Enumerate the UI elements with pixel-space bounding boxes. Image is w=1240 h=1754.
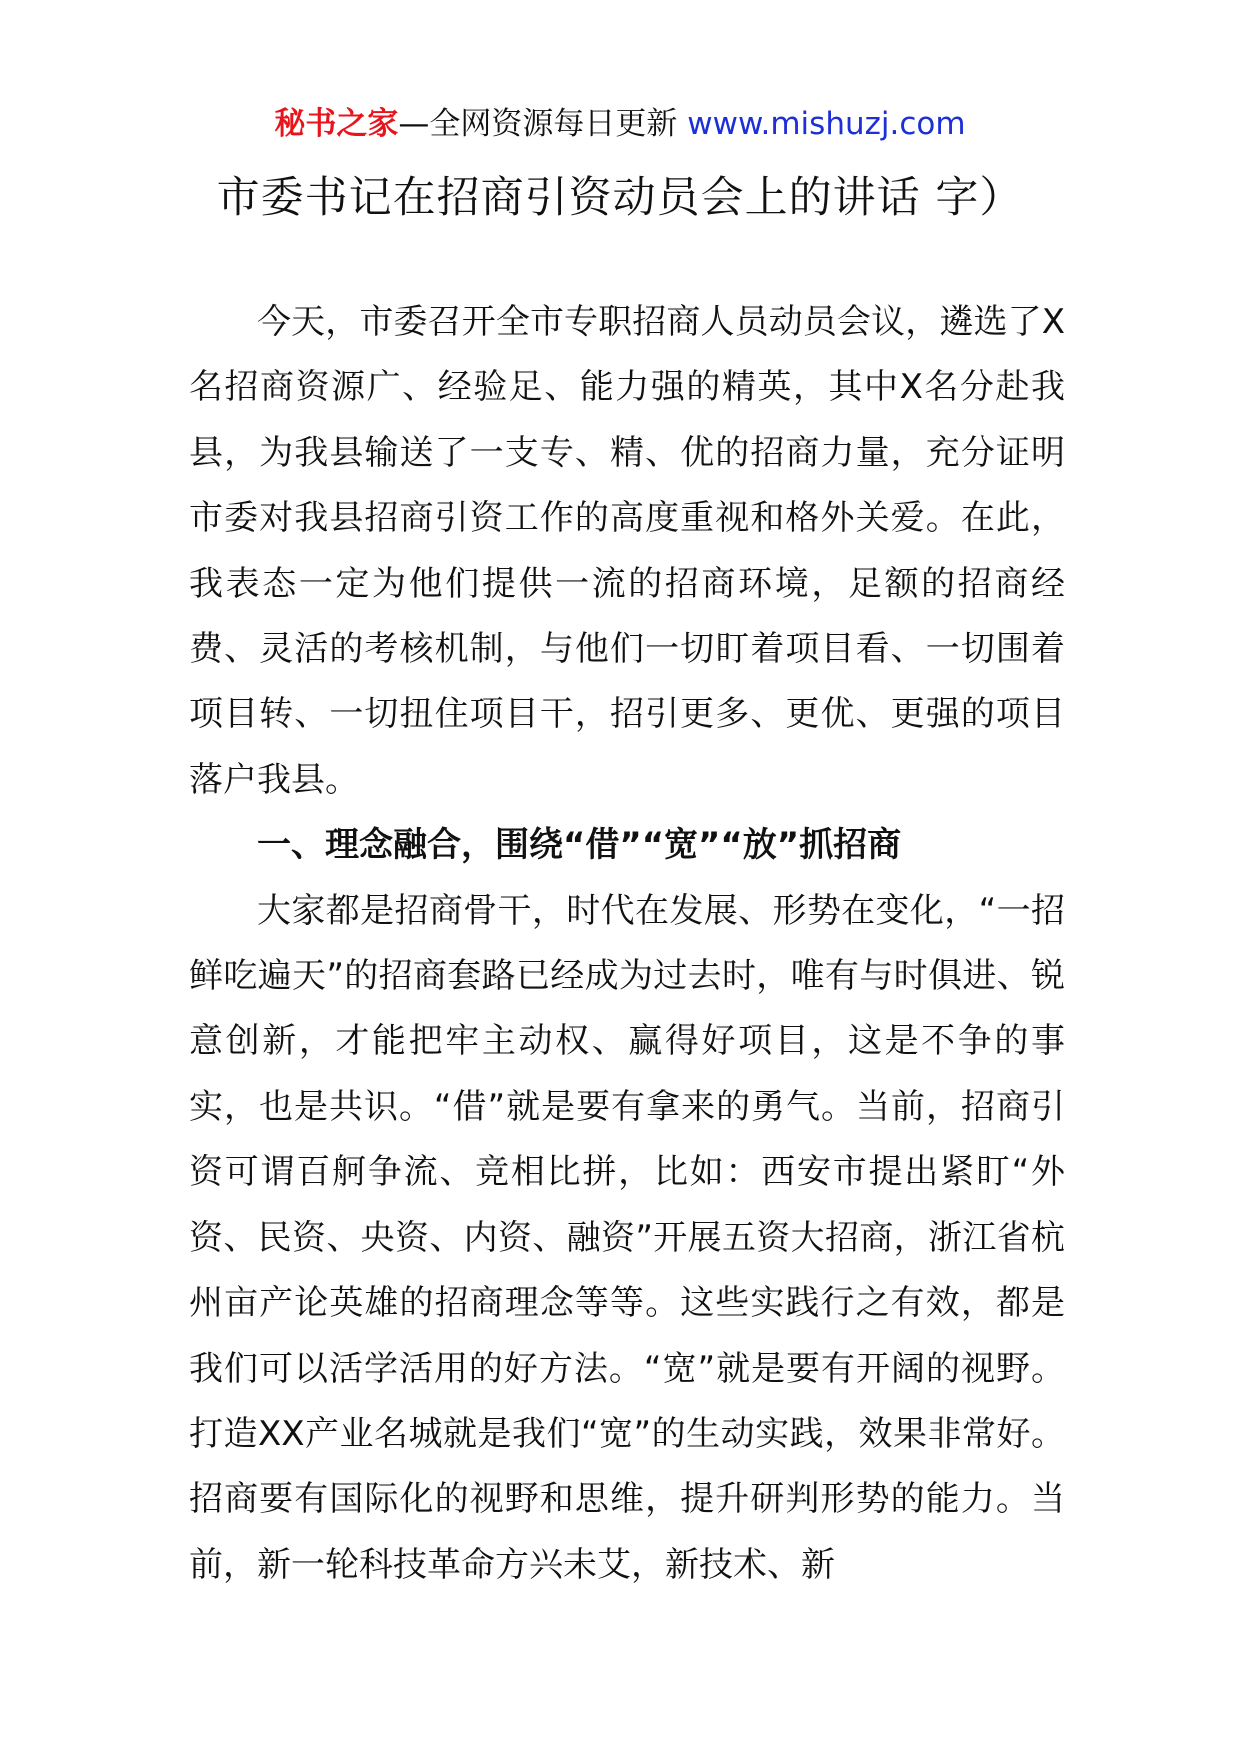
site-url-link[interactable]: www.mishuzj.com [687,106,966,142]
document-title: 市委书记在招商引资动员会上的讲话 字） [216,173,1024,223]
header-tagline: —全网资源每日更新 [398,106,678,142]
document-body [189,290,1065,1598]
paragraph-section-1: 大家都是招商骨干，时代在发展、形势在变化，“一招鲜吃遍天”的招商套路已经成为过去时，唯有与时俱进、锐意创新，才能把牢主动权、赢得好项目，这是不争的事实，也是共识。“借”就是要有拿来的勇气。当前，招商引资可谓百舸争流、竞相比拼，比如：西安市提出紧盯“外资、民资、央资、内资、融资”开展五资大招商，浙江省杭州亩产论英雄的招商理念等等。这些实践行之有效，都是我们可以活学活用的好方法。“宽”就是要有开阔的视野。打造XX产业名城就是我们“宽”的生动实践，效果非常好。招商要有国际化的视野和思维，提升研判形势的能力。当前，新一轮科技革命方兴未艾，新技术、新 [189,890,1065,1585]
site-header [0,102,1240,146]
paragraph-intro: 今天，市委召开全市专职招商人员动员会议，遴选了X名招商资源广、经验足、能力强的精英，其中X名分赴我县，为我县输送了一支专、精、优的招商力量，充分证明市委对我县招商引资工作的高度重视和格外关爱。在此，我表态一定为他们提供一流的招商环境，足额的招商经费、灵活的考核机制，与他们一切盯着项目看、一切围着项目转、一切扭住项目干，招引更多、更优、更强的项目落户我县。 [189,302,1065,800]
section-heading: 一、理念融合，围绕“借”“宽”“放”抓招商 [257,825,902,866]
brand-name: 秘书之家 [274,106,399,142]
